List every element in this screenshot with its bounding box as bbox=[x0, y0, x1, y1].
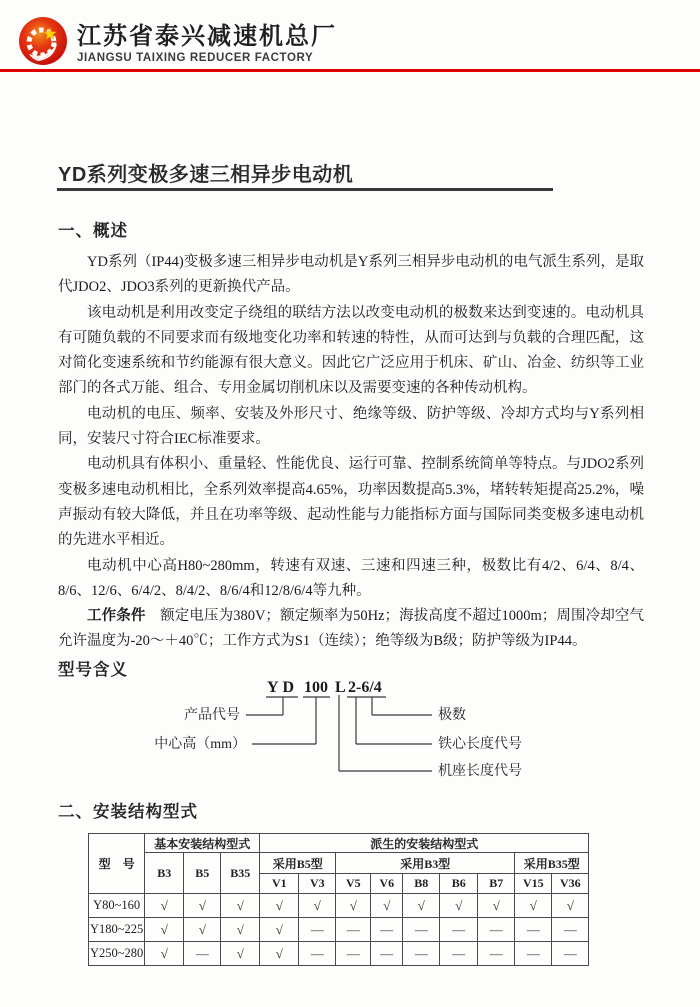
cell: — bbox=[515, 918, 552, 942]
cell: — bbox=[336, 942, 371, 966]
company-name-block bbox=[77, 24, 337, 64]
cell: √ bbox=[184, 918, 221, 942]
cell: √ bbox=[371, 894, 403, 918]
cell: √ bbox=[299, 894, 336, 918]
table-row bbox=[89, 942, 589, 966]
col-header-b5: B5 bbox=[184, 853, 221, 894]
col-header-v6: V6 bbox=[371, 874, 403, 894]
cell: √ bbox=[440, 894, 478, 918]
section-heading-overview: 一、概述 bbox=[58, 222, 128, 240]
page-title: YD系列变极多速三相异步电动机 bbox=[58, 164, 354, 186]
col-header-v36: V36 bbox=[552, 874, 589, 894]
cell: — bbox=[478, 918, 515, 942]
row-model: Y80~160 bbox=[89, 894, 145, 918]
cell: — bbox=[478, 942, 515, 966]
cell: √ bbox=[260, 918, 299, 942]
paragraph: YD系列（IP44)变极多速三相异步电动机是Y系列三相异步电动机的电气派生系列，是取代JDO2、JDO3系列的更新换代产品。 bbox=[58, 254, 644, 296]
section-heading-installation: 二、安装结构型式 bbox=[58, 803, 198, 821]
cell: √ bbox=[336, 894, 371, 918]
cell: √ bbox=[260, 942, 299, 966]
cell: √ bbox=[221, 942, 260, 966]
col-header-b35: B35 bbox=[221, 853, 260, 894]
paragraph: 电动机中心高H80~280mm，转速有双速、三速和四速三种，极数比有4/2、6/4、8/4、8/6、12/6、6/4/2、8/4/2、8/6/4和12/8/6/4等九种。 bbox=[58, 557, 644, 599]
col-header-b7: B7 bbox=[478, 874, 515, 894]
installation-structure-table bbox=[88, 833, 589, 966]
table-row bbox=[89, 894, 589, 918]
model-code-diagram bbox=[0, 668, 700, 790]
cell: √ bbox=[184, 894, 221, 918]
cell: — bbox=[552, 942, 589, 966]
paragraph: 电动机的电压、频率、安装及外形尺寸、绝缘等级、防护等级、冷却方式均与Y系列相同，安装尺寸符合IEC标准要求。 bbox=[58, 405, 644, 448]
company-name-en: JIANGSU TAIXING REDUCER FACTORY bbox=[77, 52, 314, 64]
header-divider bbox=[0, 69, 700, 72]
cell: — bbox=[299, 918, 336, 942]
cell: √ bbox=[145, 918, 184, 942]
cell: — bbox=[515, 942, 552, 966]
code-product: YD bbox=[267, 679, 299, 696]
col-header-v3: V3 bbox=[299, 874, 336, 894]
col-subgroup-b3: 采用B3型 bbox=[336, 853, 515, 874]
section-heading-model-meaning: 型号含义 bbox=[58, 661, 128, 679]
cell: √ bbox=[260, 894, 299, 918]
code-core-poles: 2-6/4 bbox=[348, 679, 382, 696]
cell: — bbox=[440, 942, 478, 966]
col-group-derived: 派生的安装结构型式 bbox=[260, 834, 589, 853]
cell: — bbox=[440, 918, 478, 942]
label-center-height: 中心高（mm） bbox=[154, 737, 246, 752]
overview-text bbox=[58, 250, 644, 655]
cell: √ bbox=[221, 918, 260, 942]
col-subgroup-b5: 采用B5型 bbox=[260, 853, 336, 874]
code-frame: L bbox=[335, 679, 346, 696]
col-header-b6: B6 bbox=[440, 874, 478, 894]
label-poles: 极数 bbox=[438, 708, 466, 723]
cell: — bbox=[552, 918, 589, 942]
cell: — bbox=[336, 918, 371, 942]
cell: √ bbox=[145, 942, 184, 966]
cell: √ bbox=[552, 894, 589, 918]
row-model: Y250~280 bbox=[89, 942, 145, 966]
table-row bbox=[89, 918, 589, 942]
col-header-b3: B3 bbox=[145, 853, 184, 894]
cell: — bbox=[371, 942, 403, 966]
cell: √ bbox=[145, 894, 184, 918]
col-group-basic: 基本安装结构型式 bbox=[145, 834, 260, 853]
cell: — bbox=[184, 942, 221, 966]
paragraph-work-conditions bbox=[58, 604, 644, 655]
cell: √ bbox=[221, 894, 260, 918]
paragraph: 该电动机是利用改变定子绕组的联结方法以改变电动机的极数来达到变速的。电动机具有可随负载的不同要求而有级地变化功率和转速的特性，从而可达到与负载的合理匹配，这对简化变速系统和节约能源有很大意义。因此它广泛应用于机床、矿山、冶金、纺织等工业部门的各式万能、组合、专用金属切削机床以及需要变速的各种传动机构。 bbox=[58, 304, 644, 397]
company-name-cn: 江苏省泰兴减速机总厂 bbox=[77, 23, 337, 50]
work-conditions-label: 工作条件 bbox=[87, 608, 146, 625]
col-header-v15: V15 bbox=[515, 874, 552, 894]
cell: — bbox=[403, 918, 440, 942]
col-header-v5: V5 bbox=[336, 874, 371, 894]
label-frame-length: 机座长度代号 bbox=[438, 764, 522, 779]
title-underline bbox=[57, 188, 553, 191]
col-header-v1: V1 bbox=[260, 874, 299, 894]
col-header-model: 型 号 bbox=[89, 834, 145, 894]
work-conditions-text: 额定电压为380V；额定频率为50Hz；海拔高度不超过1000m；周围冷却空气允许温度为-20～＋40℃；工作方式为S1（连续）；绝等级为B级；防护等级为IP44。 bbox=[58, 608, 645, 650]
cell: — bbox=[299, 942, 336, 966]
col-header-b8: B8 bbox=[403, 874, 440, 894]
cell: √ bbox=[478, 894, 515, 918]
col-subgroup-b35: 采用B35型 bbox=[515, 853, 589, 874]
cell: √ bbox=[515, 894, 552, 918]
code-center-height: 100 bbox=[304, 679, 328, 696]
company-logo-icon bbox=[17, 15, 69, 67]
row-model: Y180~225 bbox=[89, 918, 145, 942]
cell: — bbox=[371, 918, 403, 942]
label-product-code: 产品代号 bbox=[184, 708, 240, 723]
cell: √ bbox=[403, 894, 440, 918]
cell: — bbox=[403, 942, 440, 966]
paragraph: 电动机具有体积小、重量轻、性能优良、运行可靠、控制系统简单等特点。与JDO2系列变极多速电动机相比，全系列效率提高4.65%，功率因数提高5.3%，堵转转矩提高25.2%，噪声振动有较大降低，并且在功率等级、起动性能与力能指标方面与国际同类变极多速电动机的先进水平相近。 bbox=[58, 456, 644, 549]
label-core-length: 铁心长度代号 bbox=[438, 737, 522, 752]
